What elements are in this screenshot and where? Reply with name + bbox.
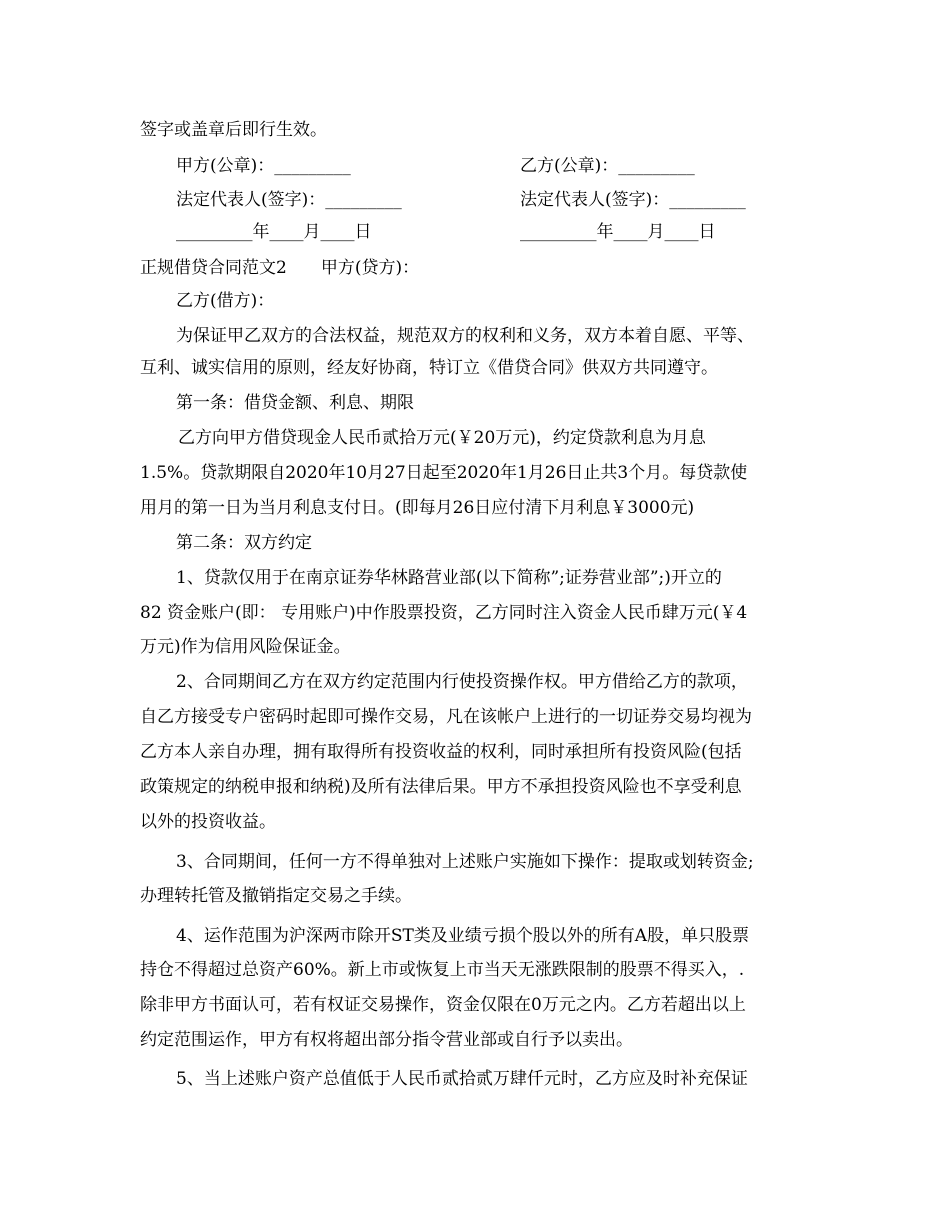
party-b-seal: 乙方(公章)：_________ <box>520 156 695 176</box>
party-b-date: _________年____月____日 <box>520 222 716 242</box>
party-b-borrower: 乙方(借方)： <box>176 291 275 311</box>
body-line: 万元)作为信用风险保证金。 <box>140 637 351 657</box>
body-line: 2、合同期间乙方在双方约定范围内行使投资操作权。甲方借给乙方的款项， <box>176 672 748 692</box>
body-line: 乙方本人亲自办理，拥有取得所有投资收益的权利，同时承担所有投资风险(包括 <box>140 742 742 762</box>
body-line: 3、合同期间，任何一方不得单独对上述账户实施如下操作：提取或划转资金; <box>176 852 754 872</box>
party-b-representative: 法定代表人(签字)：_________ <box>520 190 746 210</box>
party-a-representative: 法定代表人(签字)：_________ <box>176 190 402 210</box>
body-line: 乙方向甲方借贷现金人民币贰拾万元(￥20万元)，约定贷款利息为月息 <box>178 428 706 448</box>
body-line: 为保证甲乙双方的合法权益，规范双方的权利和义务，双方本着自愿、平等、 <box>176 326 754 346</box>
body-line: 办理转托管及撤销指定交易之手续。 <box>140 886 412 906</box>
body-line: 以外的投资收益。 <box>140 812 276 832</box>
body-line: 5、当上述账户资产总值低于人民币贰拾贰万肆仟元时，乙方应及时补充保证 <box>176 1069 748 1089</box>
body-line: 持仓不得超过总资产60%。新上市或恢复上市当天无涨跌限制的股票不得买入，. <box>140 960 745 980</box>
clause-heading: 第一条：借贷金额、利息、期限 <box>176 393 414 413</box>
body-line: 82 资金账户(即： 专用账户)中作股票投资，乙方同时注入资金人民币肆万元(￥4 <box>140 603 748 623</box>
body-line: 4、运作范围为沪深两市除开ST类及业绩亏损个股以外的所有A股，单只股票 <box>176 926 750 946</box>
body-line: 1.5%。贷款期限自2020年10月27日起至2020年1月26日止共3个月。每贷款使 <box>140 463 748 483</box>
effect-line: 签字或盖章后即行生效。 <box>140 120 327 140</box>
body-line: 政策规定的纳税申报和纳税)及所有法律后果。甲方不承担投资风险也不享受利息 <box>140 777 742 797</box>
document-title-line: 正规借贷合同范文2 甲方(贷方)： <box>140 258 420 278</box>
body-line: 自乙方接受专户密码时起即可操作交易，凡在该帐户上进行的一切证券交易均视为 <box>140 707 752 727</box>
body-line: 1、贷款仅用于在南京证券华林路营业部(以下简称”;证券营业部”;)开立的 <box>176 568 722 588</box>
body-line: 用月的第一日为当月利息支付日。(即每月26日应付清下月利息￥3000元) <box>140 498 695 518</box>
party-a-seal: 甲方(公章)：_________ <box>176 156 351 176</box>
body-line: 除非甲方书面认可，若有权证交易操作，资金仅限在0万元之内。乙方若超出以上 <box>140 995 746 1015</box>
clause-heading: 第二条：双方约定 <box>176 533 312 553</box>
body-line: 约定范围运作，甲方有权将超出部分指令营业部或自行予以卖出。 <box>140 1030 633 1050</box>
party-a-date: _________年____月____日 <box>176 222 372 242</box>
body-line: 互利、诚实信用的原则，经友好协商，特订立《借贷合同》供双方共同遵守。 <box>140 358 718 378</box>
